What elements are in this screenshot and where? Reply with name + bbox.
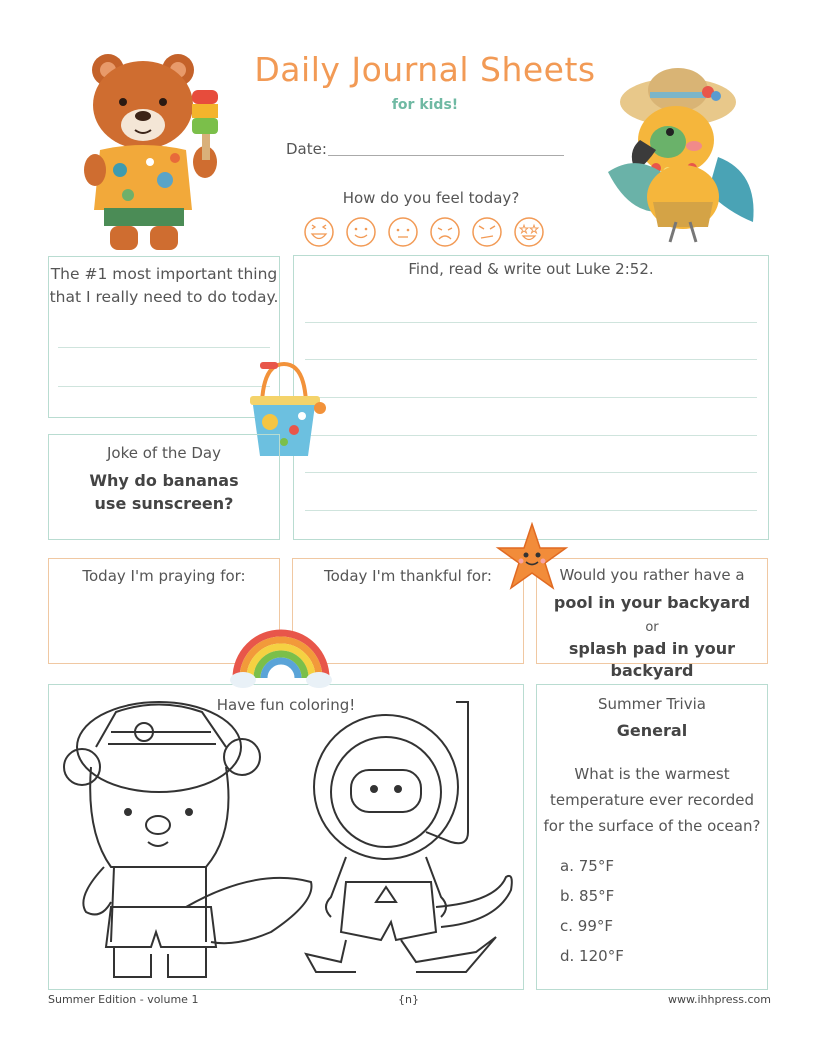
trivia-option-b[interactable]: b. 85°F bbox=[560, 887, 615, 905]
feelings-faces bbox=[303, 216, 545, 248]
trivia-category: General bbox=[616, 721, 688, 740]
writing-line[interactable] bbox=[305, 510, 757, 511]
writing-line[interactable] bbox=[305, 359, 757, 360]
date-label: Date: bbox=[286, 140, 327, 158]
trivia-question-2: temperature ever recorded bbox=[550, 791, 754, 809]
feel-prompt: How do you feel today? bbox=[342, 189, 520, 207]
coloring-label: Have fun coloring! bbox=[216, 696, 356, 714]
wyr-heading: Would you rather have a bbox=[559, 566, 745, 584]
trivia-option-c[interactable]: c. 99°F bbox=[560, 917, 613, 935]
page-title: Daily Journal Sheets bbox=[254, 50, 596, 89]
star-eyes-face-icon[interactable] bbox=[513, 216, 545, 248]
laughing-face-icon[interactable] bbox=[303, 216, 335, 248]
trivia-question-1: What is the warmest bbox=[574, 765, 730, 783]
writing-line[interactable] bbox=[305, 397, 757, 398]
sad-face-icon[interactable] bbox=[429, 216, 461, 248]
footer-edition: Summer Edition - volume 1 bbox=[48, 993, 199, 1006]
trivia-question-3: for the surface of the ocean? bbox=[543, 817, 761, 835]
joke-line-2: use sunscreen? bbox=[94, 494, 234, 513]
important-line-1: The #1 most important thing bbox=[50, 265, 278, 283]
footer-website[interactable]: www.ihhpress.com bbox=[668, 993, 771, 1006]
thankful-label: Today I'm thankful for: bbox=[324, 567, 492, 585]
angry-face-icon[interactable] bbox=[471, 216, 503, 248]
coloring-line-art[interactable] bbox=[56, 692, 516, 984]
parrot-hat-illustration bbox=[598, 62, 763, 252]
page-subtitle: for kids! bbox=[391, 97, 459, 113]
trivia-option-d[interactable]: d. 120°F bbox=[560, 947, 624, 965]
neutral-face-icon[interactable] bbox=[387, 216, 419, 248]
wyr-option-2[interactable]: splash pad in your backyard bbox=[568, 639, 736, 680]
praying-label: Today I'm praying for: bbox=[82, 567, 246, 585]
starfish-illustration bbox=[494, 522, 570, 592]
wyr-option-1[interactable]: pool in your backyard bbox=[553, 593, 751, 612]
date-line[interactable] bbox=[328, 155, 564, 156]
trivia-heading: Summer Trivia bbox=[598, 695, 706, 713]
important-line-2: that I really need to do today. bbox=[49, 288, 279, 306]
joke-line-1: Why do bananas bbox=[89, 471, 239, 490]
smiling-face-icon[interactable] bbox=[345, 216, 377, 248]
writing-line[interactable] bbox=[305, 322, 757, 323]
writing-line[interactable] bbox=[305, 435, 757, 436]
rainbow-illustration bbox=[228, 608, 334, 690]
joke-heading: Joke of the Day bbox=[107, 444, 221, 462]
trivia-option-a[interactable]: a. 75°F bbox=[560, 857, 614, 875]
wyr-or: or bbox=[645, 620, 659, 635]
scripture-prompt: Find, read & write out Luke 2:52. bbox=[408, 260, 654, 278]
writing-line[interactable] bbox=[305, 472, 757, 473]
writing-line[interactable] bbox=[58, 347, 270, 348]
bear-popsicle-illustration bbox=[80, 50, 225, 255]
writing-line[interactable] bbox=[58, 386, 270, 387]
footer-page-number: {n} bbox=[398, 993, 419, 1006]
